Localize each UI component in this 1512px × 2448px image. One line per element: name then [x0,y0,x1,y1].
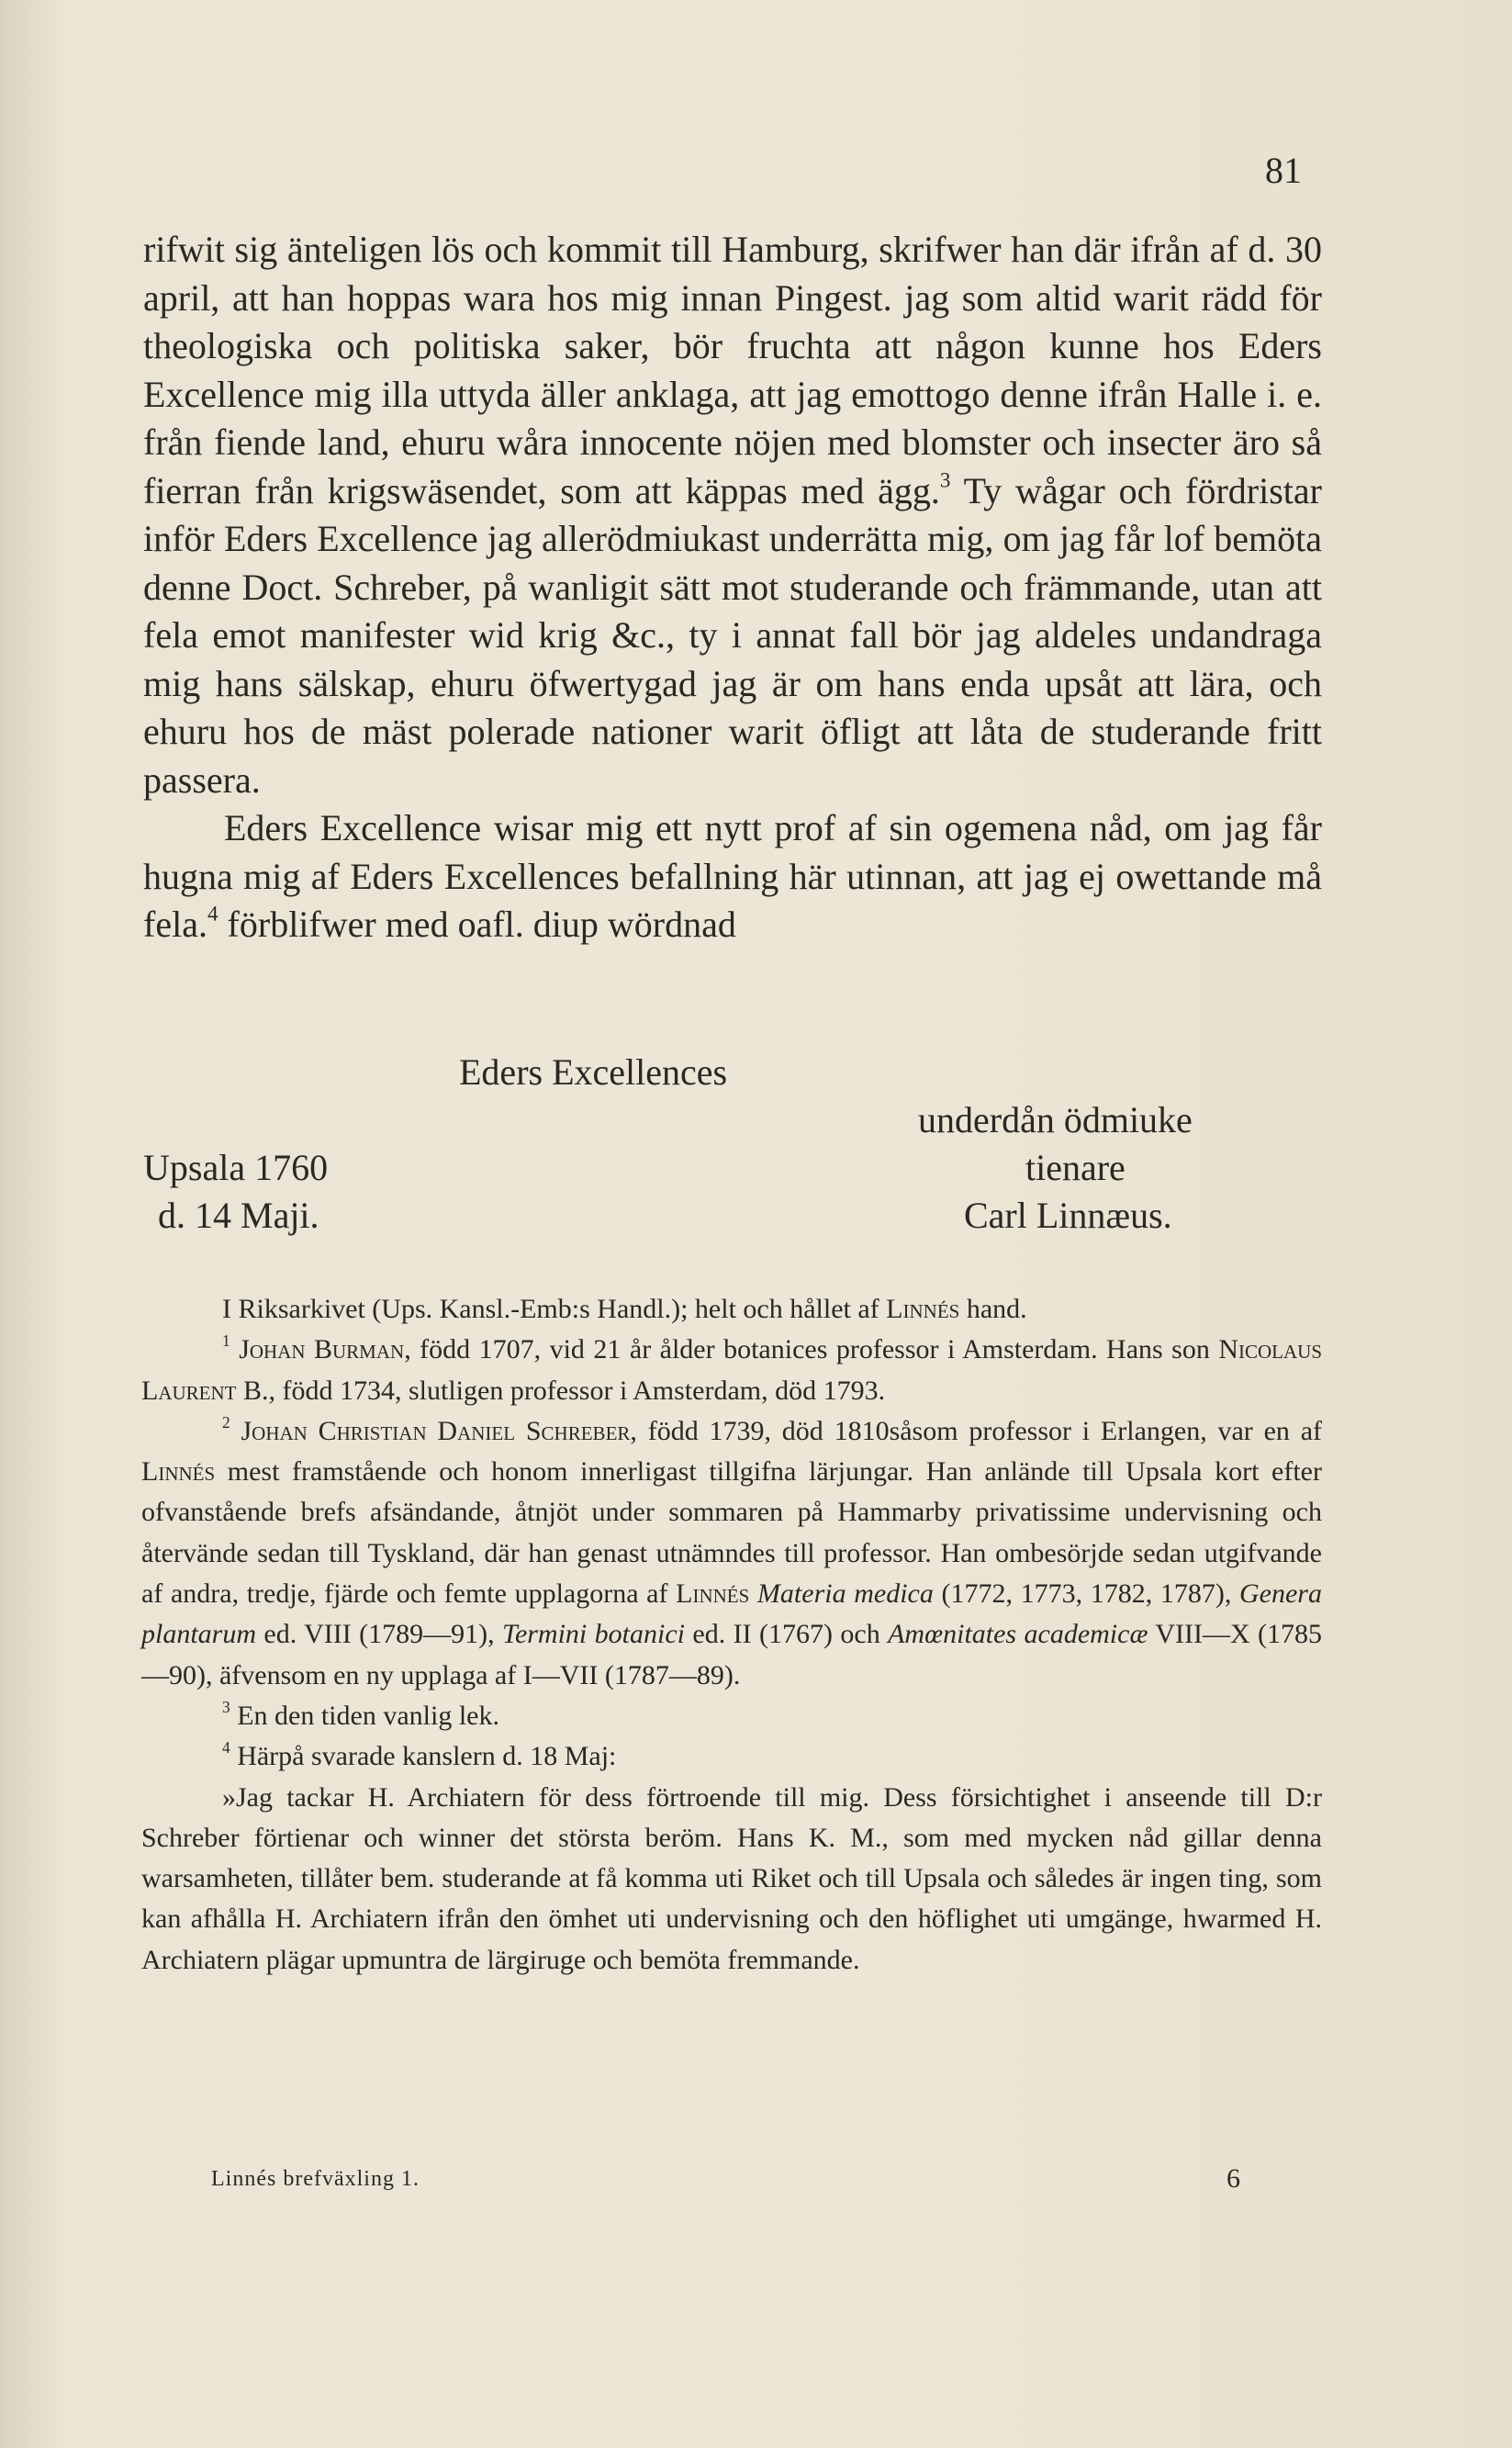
letter-paragraph-2 [143,804,1322,949]
sheet-signature: 6 [1226,2163,1240,2194]
note-text: mest framstående och honom innerligast tillgifna lärjungar. Han anlände till Upsala kort efter ofvanstående brefs afsändande, åtnjöt under sommaren på Hammarby privatissime undervisning och återvände sedan till Tyskland, där han genast utnämndes till professor. Han ombesörjde sedan utgifvande af andra, tredje, fjärde och femte upplagorna af [141,1456,1322,1610]
closing-salutation: Eders Excellences [459,1051,728,1093]
note-text: hand. [959,1294,1027,1324]
signature-mark: Linnés brefväxling 1. [211,2167,420,2191]
footnote-ref-3: 3 [939,468,951,493]
footnote-number: 1 [222,1331,230,1351]
author-name: Linnés [676,1578,750,1610]
note-text: , född 1734, slutligen professor i Amsterdam, död 1793. [268,1375,886,1406]
note-text: ed. II (1767) och [685,1619,889,1650]
person-name: Johan Burman [239,1334,405,1365]
footnote-ref-4: 4 [207,902,218,926]
note-text: I Riksarkivet (Ups. Kansl.-Emb:s Handl.); helt och hållet af [222,1294,887,1324]
note-text: Härpå svarade kanslern d. 18 Maj: [237,1741,617,1772]
person-name: Johan Christian Daniel Schreber [241,1415,631,1446]
footnote-number: 4 [222,1738,230,1757]
letter-body [143,226,1322,949]
footnote-number: 3 [222,1697,230,1716]
footnote-2 [141,1411,1322,1696]
closing-line-2: tienare [1025,1147,1126,1188]
footnote-1 [141,1330,1322,1411]
paragraph-text: Ty wågar och fördristar inför Eders Excellence jag allerödmiukast underrätta mig, om jag får lof bemöta denne Doct. Schreber, på wanligit sätt mot studerande och främmande, utan att fela emot manifester wid krig &c., ty i annat fall bör jag aldeles undandraga mig hans sälskap, ehuru öfwertygad jag är om hans enda upsåt att lära, och ehuru hos de mäst polerade nationer warit öfligt att låta de studerande fritt passera. [143,469,1322,801]
note-text [749,1578,757,1609]
paragraph-text: rifwit sig änteligen lös och kommit till Hamburg, skrifwer han där ifrån af d. 30 april, att han hoppas wara hos mig innan Pingest. jag som altid warit rädd för theologiska och politiska saker, bör fruchta att någon kunne hos Eders Excellence mig illa uttyda äller anklaga, att jag emottogo denne ifrån Halle i. e. från fiende land, ehuru wåra innocente nöjen med blomster och insecter äro så fierran från krigswäsendet, som att käppas med ägg. [143,229,1322,511]
person-name: Nicolaus Laurent B. [141,1334,1322,1406]
note-text: , född 1739, död 1810såsom professor i Erlangen, var en af [630,1415,1322,1446]
chancellor-reply-quote: »Jag tackar H. Archiatern för dess förtroende till mig. Dess försichtighet i anseende till D:r Schreber förtienar och winner det största beröm. Hans K. M., som med mycken nåd gillar denna warsamheten, tillåter bem. studerande at få komma uti Riket och till Upsala och således är ingen ting, som kan afhålla H. Archiatern ifrån den ömhet uti undervisning och den höflighet uti umgänge, hwarmed H. Archiatern plägar upmuntra de lärgiruge och bemöta fremmande. [141,1781,1322,1975]
author-name: Linnés [141,1456,216,1488]
signature: Carl Linnæus. [964,1195,1172,1236]
letter-paragraph-1 [143,226,1322,804]
paragraph-text: förblifwer med oafl. diup wördnad [218,904,736,945]
page-number: 81 [1265,150,1302,191]
book-title: Materia medica [756,1578,934,1610]
source-note [141,1289,1322,1330]
book-title: Amœnitates academicæ [888,1619,1148,1650]
closing-line-1: underdån ödmiuke [918,1099,1193,1140]
footnote-4 [141,1736,1322,1777]
note-text: VIII—X (1785—90), äfvensom en ny upplaga af I—VII (1787—89). [141,1619,1323,1690]
footnote-3 [141,1696,1322,1736]
paragraph-text: Eders Excellence wisar mig ett nytt prof af sin ogemena nåd, om jag får hugna mig af Eders Excellences befallning här utinnan, att jag ej owettande må fela. [143,807,1322,945]
note-text: , född 1707, vid 21 år ålder botanices professor i Amsterdam. Hans son [404,1334,1219,1365]
note-text: En den tiden vanlig lek. [237,1700,499,1731]
book-title: Genera plantarum [141,1578,1322,1650]
book-title: Termini botanici [502,1619,685,1650]
letter-place: Upsala 1760 [143,1147,329,1188]
note-text: (1772, 1773, 1782, 1787), [933,1578,1240,1610]
notes [141,1289,1322,1981]
author-name: Linnés [886,1294,960,1324]
letter-date: d. 14 Maji. [158,1195,319,1236]
note-text: ed. VIII (1789—91), [256,1619,503,1650]
footnote-number: 2 [222,1412,230,1432]
